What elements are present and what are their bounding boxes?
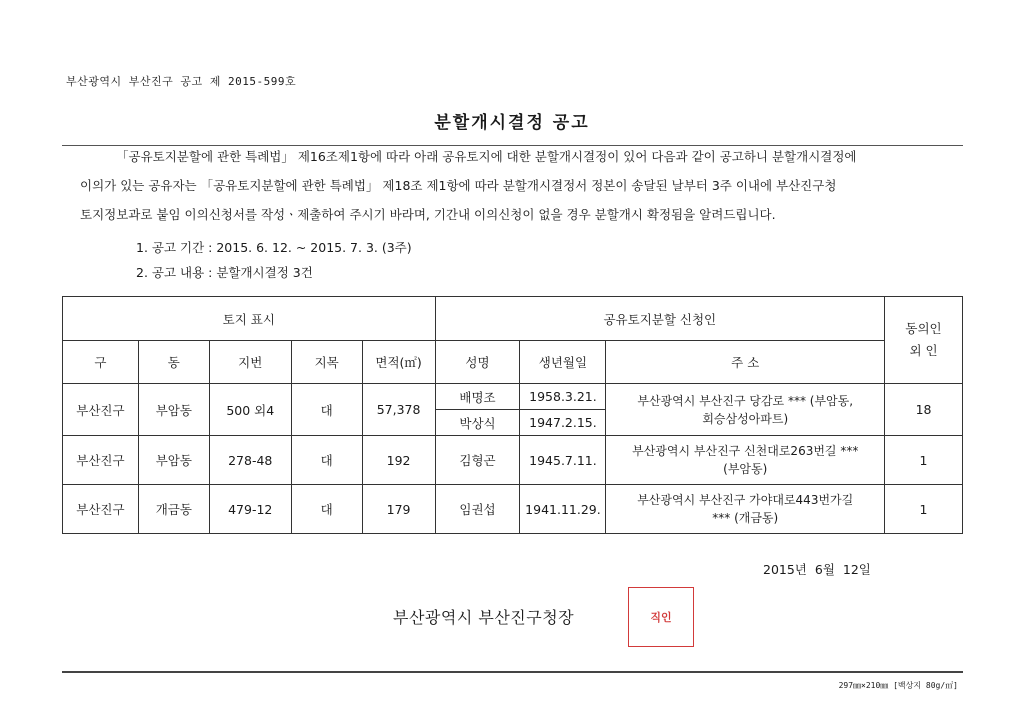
col-header-birth: 생년월일	[520, 341, 606, 384]
cell-consent: 1	[885, 436, 963, 485]
col-header-address: 주 소	[606, 341, 885, 384]
address-line: 부산광역시 부산진구 당감로 *** (부암동,	[637, 393, 854, 408]
cell-jimok: 대	[291, 485, 362, 534]
body-line-3: 토지정보과로 붙임 이의신청서를 작성ㆍ제출하여 주시기 바라며, 기간내 이의신청이 없을 경우 분할개시 확정됨을 알려드립니다.	[80, 207, 776, 222]
issuer-name: 부산광역시 부산진구청장	[393, 608, 575, 627]
cell-gu: 부산진구	[63, 436, 139, 485]
cell-birth: 1945.7.11.	[520, 436, 606, 485]
header-consent-line1: 동의인	[905, 321, 942, 336]
official-seal	[628, 587, 694, 647]
cell-jibeon: 479-12	[209, 485, 291, 534]
cell-jibeon: 500 외4	[209, 384, 291, 436]
address-line: 부산광역시 부산진구 신천대로263번길 ***	[632, 444, 859, 458]
cell-address	[606, 485, 885, 534]
cell-area: 179	[362, 485, 435, 534]
cell-gu: 부산진구	[63, 485, 139, 534]
cell-birth: 1947.2.15.	[520, 410, 606, 436]
col-header-jibeon: 지번	[209, 341, 291, 384]
col-header-name: 성명	[435, 341, 520, 384]
header-land-display: 토지 표시	[63, 297, 436, 341]
cell-dong: 개금동	[138, 485, 209, 534]
cell-birth: 1941.11.29.	[520, 485, 606, 534]
notice-period-item: 1. 공고 기간 : 2015. 6. 12. ~ 2015. 7. 3. (3주)	[136, 240, 412, 255]
cell-dong: 부암동	[138, 436, 209, 485]
cell-name: 김형곤	[435, 436, 520, 485]
col-header-jimok: 지목	[291, 341, 362, 384]
address-line: (부암동)	[723, 462, 768, 476]
page-title: 분할개시결정 공고	[434, 113, 590, 133]
cell-consent: 1	[885, 485, 963, 534]
header-consent-line2: 외 인	[909, 343, 938, 358]
cell-jimok: 대	[291, 436, 362, 485]
notice-date: 2015년 6월 12일	[763, 562, 871, 577]
address-line: 부산광역시 부산진구 가야대로443번가길	[637, 493, 854, 507]
cell-area: 192	[362, 436, 435, 485]
seal-label: 직인	[650, 611, 672, 624]
cell-address	[606, 384, 885, 436]
cell-dong: 부암동	[138, 384, 209, 436]
land-table	[62, 296, 963, 534]
header-applicant: 공유토지분할 신청인	[435, 297, 884, 341]
cell-jimok: 대	[291, 384, 362, 436]
table-row	[63, 436, 963, 485]
col-header-gu: 구	[63, 341, 139, 384]
cell-address	[606, 436, 885, 485]
document-number: 부산광역시 부산진구 공고 제 2015-599호	[66, 75, 297, 88]
body-line-1: 「공유토지분할에 관한 특례법」 제16조제1항에 따라 아래 공유토지에 대한 분할개시결정이 있어 다음과 같이 공고하니 분할개시결정에	[116, 149, 857, 164]
cell-name: 배명조	[435, 384, 520, 410]
notice-body	[80, 142, 960, 229]
cell-area: 57,378	[362, 384, 435, 436]
notice-content-item: 2. 공고 내용 : 분할개시결정 3건	[136, 265, 313, 280]
col-header-dong: 동	[138, 341, 209, 384]
address-line: *** (개금동)	[712, 511, 779, 525]
cell-birth: 1958.3.21.	[520, 384, 606, 410]
cell-gu: 부산진구	[63, 384, 139, 436]
col-header-area: 면적(㎡)	[362, 341, 435, 384]
bottom-divider	[62, 671, 963, 673]
header-consent	[885, 297, 963, 384]
table-row	[63, 384, 963, 410]
address-line: 회승삼성아파트)	[702, 411, 789, 426]
cell-consent: 18	[885, 384, 963, 436]
cell-jibeon: 278-48	[209, 436, 291, 485]
paper-spec: 297㎜×210㎜ [백상지 80g/㎡]	[838, 681, 958, 690]
cell-name: 박상식	[435, 410, 520, 436]
body-line-2: 이의가 있는 공유자는 「공유토지분할에 관한 특례법」 제18조 제1항에 따라 분할개시결정서 정본이 송달된 날부터 3주 이내에 부산진구청	[80, 178, 837, 193]
cell-name: 임권섭	[435, 485, 520, 534]
table-row	[63, 485, 963, 534]
